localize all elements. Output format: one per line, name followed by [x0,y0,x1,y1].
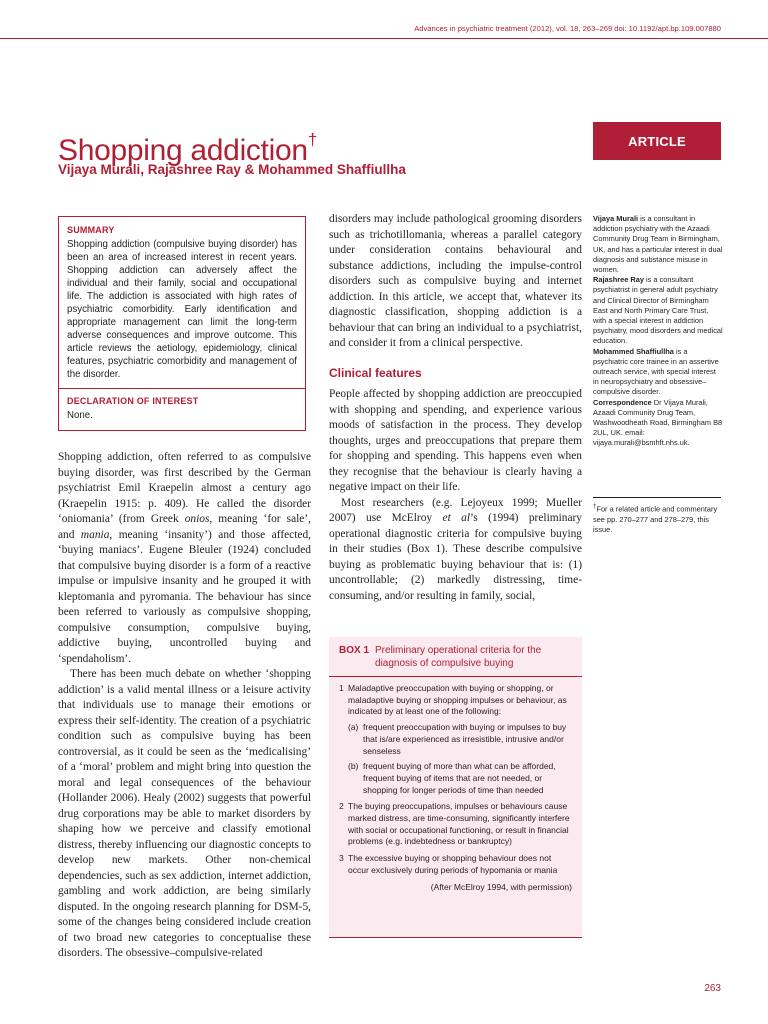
italic-term: onios [184,513,210,525]
author-list: Vijaya Murali, Rajashree Ray & Mohammed Shaffiullha [58,162,406,177]
sub-criterion-label: (a) [348,722,359,733]
intro-paragraph [58,450,311,667]
declaration-text: None. [67,410,93,421]
text-run: Shopping addiction, often referred to as compulsive buying disorder, was first described by the German psychiatrist Emil Kraepelin almost a century ago (Kraepelin 1915: p. 409). He called the disorder ‘oniomania’ (from Greek [58,451,311,525]
author-bio: is a psychiatric core trainee in an assertive outreach service, with special interest in neuropsychiatry and obsessive–compulsive disorder. [593,346,719,397]
correspondence-label: Correspondence [593,397,652,407]
continued-paragraph: disorders may include pathological grooming disorders such as trichotillomania, whereas a parallel category under consideration contains behavioural and substance addictions, including the impulse-control disorders such as compulsive buying and internet addiction. In this article, we accept that, whatever its diagnostic classification, shopping addiction is a behaviour that can bring an individual to a psychiatrist, and consider it from a clinical perspective. [329,213,582,349]
author-note-murali [593,214,723,275]
debate-paragraph: There has been much debate on whether ‘shopping addiction’ is a valid mental illness or a leisure activity that individuals use to manage their emotions or express their self-identity. The creation of a psychiatric condition such as compulsive buying has been controversial, as it could be seen as the ‘medicalising’ of a ‘moral’ problem and might bring into question the moral and legal consequences of the behaviour (Hollander 2006). Healy (2002) suggests that powerful drug corporations may be able to market disorders by shaping how we perceive and classify emotional distress, thereby influencing our diagnostic concepts to develop new markets. Other non-chemical dependencies, such as sex addiction, internet addiction, gambling and work addiction, are being similarly disputed. In the ongoing research planning for DSM-5, some of the changes being considered include creation of two broad new categories to conceptualise these disorders. The obsessive–compulsive-related [58,668,311,959]
criterion-number: 2 [339,801,344,812]
correspondence-text: Dr Vijaya Murali, Azaadi Community Drug Team, Washwoodheath Road, Birmingham B8 2UL, UK. email: vijaya.murali@bsmhft.nhs.uk. [593,397,723,448]
box-1-criteria [329,637,582,937]
text-run: ’s (1994) preliminary operational diagnostic criteria for compulsive buying in their studies (Box 1). These describe compulsive buying as problematic buying behaviour that is: (1) uncontrollable; (2) markedly distressing, time-consuming, and/or resulting in family, social, [329,512,582,602]
title-text: Shopping addiction [58,134,308,168]
criterion-1b [348,761,572,796]
criterion-number: 3 [339,853,344,864]
box-1-header [329,637,582,677]
text-run: , meaning ‘insanity’) and those affected, ‘buying maniacs’. Eugene Bleuler (1924) concluded that compulsive buying disorder is a form of a reactive impulse or impulsive insanity and he grouped it with kleptomania and pyromania. The behaviour has since been referred to variously as compulsive shopping, compulsive consumption, compulsive buying, addictive buying, uncontrolled buying and ‘spendaholism’. [58,528,311,665]
summary-text: Shopping addiction (compulsive buying disorder) has been an area of increased interest in recent years. Shopping addiction can adversely affect the individual and their family, social and occupational life. The addiction is associated with high rates of psychiatric comorbidity. Early identification and appropriate management can limit the long-term adverse consequences and improve outcome. This article reviews the aetiology, epidemiology, clinical features, psychiatric comorbidity and management of the disorder. [67,239,297,380]
author-bio: is a consultant psychiatrist in general adult psychiatry and Clinical Director of Birmingham East and North Primary Care Trust, with a special interest in addiction psychiatry, mood disorders and medical education. [593,275,723,346]
author-bio: is a consultant in addiction psychiatry with the Azaadi Community Drug Team in Birmingham, UK, and has a particular interest in dual diagnosis and substance misuse in women. [593,214,723,275]
box-1-credit: (After McElroy 1994, with permission) [430,881,572,892]
author-note-shaffiullha [593,347,723,398]
declaration-heading: DECLARATION OF INTEREST [67,396,199,406]
journal-citation: Advances in psychiatric treatment (2012), vol. 18, 263–269 doi: 10.1192/apt.bp.109.007880 [414,24,721,33]
header-rule [0,38,768,39]
related-article-footnote [593,502,723,535]
author-name: Mohammed Shaffiullha [593,346,674,356]
footnote-mark: † [593,503,597,510]
box-1-body [329,677,582,893]
sub-criterion-label: (b) [348,761,359,772]
box-1-bottom-rule [329,937,582,938]
author-notes [593,214,723,449]
criterion-2 [339,801,572,848]
criterion-1a [348,722,572,757]
author-name: Vijaya Murali [593,214,639,223]
criterion-text: The excessive buying or shopping behaviour does not occur exclusively during periods of hypomania or mania [348,853,558,875]
criterion-number: 1 [339,683,344,693]
author-note-ray [593,275,723,346]
criterion-text: Maladaptive preoccupation with buying or shopping, or maladaptive buying or shopping impulses or behaviour, as indicated by at least one of the following: [348,683,567,717]
italic-term: et al [442,512,471,524]
text-run: , meaning ‘for sale’, and [58,513,311,541]
box-1-label: BOX 1 [339,645,370,656]
section-heading-clinical-features: Clinical features [329,365,422,380]
body-column-2 [329,212,582,604]
text-run: Most researchers (e.g. Lejoyeux 1999; Mueller 2007) use McElroy [329,496,582,524]
sidebar-divider [593,497,721,498]
summary-heading: SUMMARY [67,225,115,235]
summary-box [58,216,306,431]
footnote-text: For a related article and commentary see pp. 270–277 and 278–279, this issue. [593,504,718,534]
sub-criterion-text: frequent buying of more than what can be afforded, frequent buying of items that are not needed, or shopping for longer periods of time than needed [363,761,556,795]
correspondence-note [593,398,723,449]
criterion-3 [339,853,572,876]
criterion-text-wrapper [348,683,572,796]
box-1-title: Preliminary operational criteria for the diagnosis of compulsive buying [375,645,542,669]
criterion-1 [339,683,572,796]
italic-term: mania [80,528,110,541]
clinical-paragraph-2 [329,496,582,605]
article-type-badge: ARTICLE [593,122,721,160]
criterion-text: The buying preoccupations, impulses or behaviours cause marked distress, are time-consuming, significantly interfere with social or occupational functioning, or result in financial problems (e.g. indebtedness or bankruptcy) [348,801,570,847]
body-column-1 [58,450,311,962]
title-footnote-mark: † [307,130,317,150]
page-number: 263 [704,983,721,994]
clinical-paragraph-1: People affected by shopping addiction are preoccupied with shopping and spending, and experience various moods of satisfaction in the process. They develop thoughts, urges and preoccupations that prepare them for shopping and spending. This happens even when they recognise that the behaviour is clearly having a negative impact on their life. [329,388,582,493]
sub-criterion-text: frequent preoccupation with buying or impulses to buy that is/are experienced as irresistible, intrusive and/or senseless [363,722,567,756]
author-name: Rajashree Ray [593,275,644,285]
summary-divider [59,388,305,389]
